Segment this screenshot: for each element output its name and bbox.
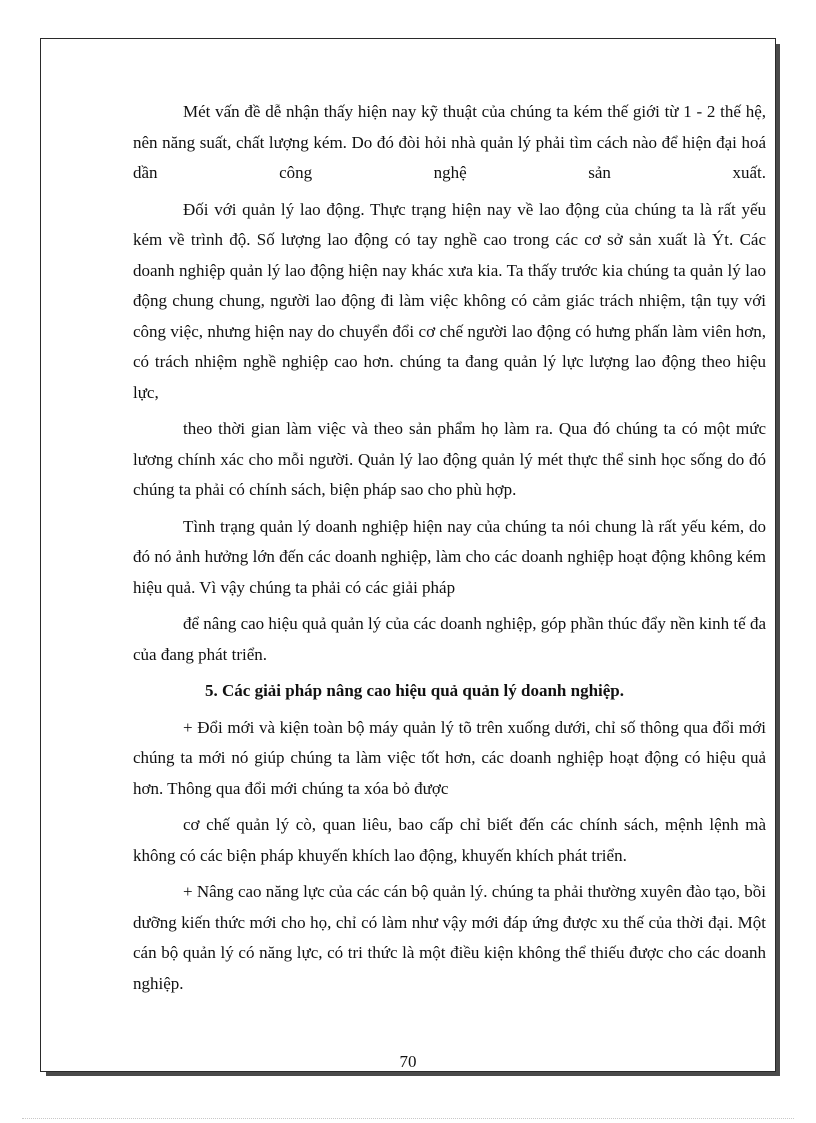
page-number: 70 xyxy=(399,1052,417,1071)
page-separator xyxy=(22,1118,794,1119)
paragraph: theo thời gian làm việc và theo sản phẩm họ làm ra. Qua đó chúng ta có một mức lương chính xác cho mỗi người. Quản lý lao động quản lý mét thực thể sinh học sống do đó chúng ta phải có chính sách, biện pháp sao cho phù hợp. xyxy=(133,419,766,499)
paragraph: cơ chế quản lý cò, quan liêu, bao cấp chỉ biết đến các chính sách, mệnh lệnh mà không có các biện pháp khuyến khích lao động, khuyến khích phát triển. xyxy=(133,815,766,865)
paragraph: + Nâng cao năng lực của các cán bộ quản lý. chúng ta phải thường xuyên đào tạo, bồi dưỡng kiến thức mới cho họ, chỉ có làm như vậy mới đáp ứng được xu thế của thời đại. Một cán bộ quản lý có năng lực, có tri thức là một điều kiện không thể thiếu được cho các doanh nghiệp. xyxy=(133,882,766,993)
paragraph: + Đổi mới và kiện toàn bộ máy quản lý tõ trên xuống dưới, chỉ số thông qua đổi mới chúng ta mới nó giúp chúng ta làm việc tốt hơn, các doanh nghiệp hoạt động có hiệu quả hơn. Thông qua đổi mới chúng ta xóa bỏ được xyxy=(133,717,766,798)
page-border-shadow-bottom xyxy=(46,1072,780,1076)
paragraph: Mét vấn đề dễ nhận thấy hiện nay kỹ thuật của chúng ta kém thế giới từ 1 - 2 thế hệ, nên năng suất, chất lượng kém. Do đó đòi hỏi nhà quản lý phải tìm cách nào để hiện đại hoá dần công nghệ sản xuất. xyxy=(133,102,766,182)
paragraph: Tình trạng quản lý doanh nghiệp hiện nay của chúng ta nói chung là rất yếu kém, do đó nó ảnh hưởng lớn đến các doanh nghiệp, làm cho các doanh nghiệp hoạt động không kém hiệu quả. Vì vậy chúng ta phải có các giải pháp xyxy=(133,516,766,597)
document-body xyxy=(133,97,766,999)
paragraph: để nâng cao hiệu quả quản lý của các doanh nghiệp, góp phần thúc đẩy nền kinh tế đa của đang phát triển. xyxy=(133,614,766,664)
page-border-shadow-right xyxy=(776,44,780,1076)
paragraph: Đối với quản lý lao động. Thực trạng hiện nay về lao động của chúng ta là rất yếu kém về trình độ. Số lượng lao động có tay nghề cao trong các cơ sở sản xuất là Ýt. Các doanh nghiệp quản lý lao động hiện nay khác xưa kia. Ta thấy trước kia chúng ta quản lý lao động chung chung, người lao động đi làm việc không có cảm giác trách nhiệm, tận tụy với công việc, nhưng hiện nay do chuyển đổi cơ chế người lao động có hưng phấn làm viên hơn, có trách nhiệm nghề nghiệp cao hơn. chúng ta đang quản lý lực lượng lao động theo hiệu lực, xyxy=(133,199,766,402)
section-heading: 5. Các giải pháp nâng cao hiệu quả quản lý doanh nghiệp. xyxy=(205,681,625,700)
